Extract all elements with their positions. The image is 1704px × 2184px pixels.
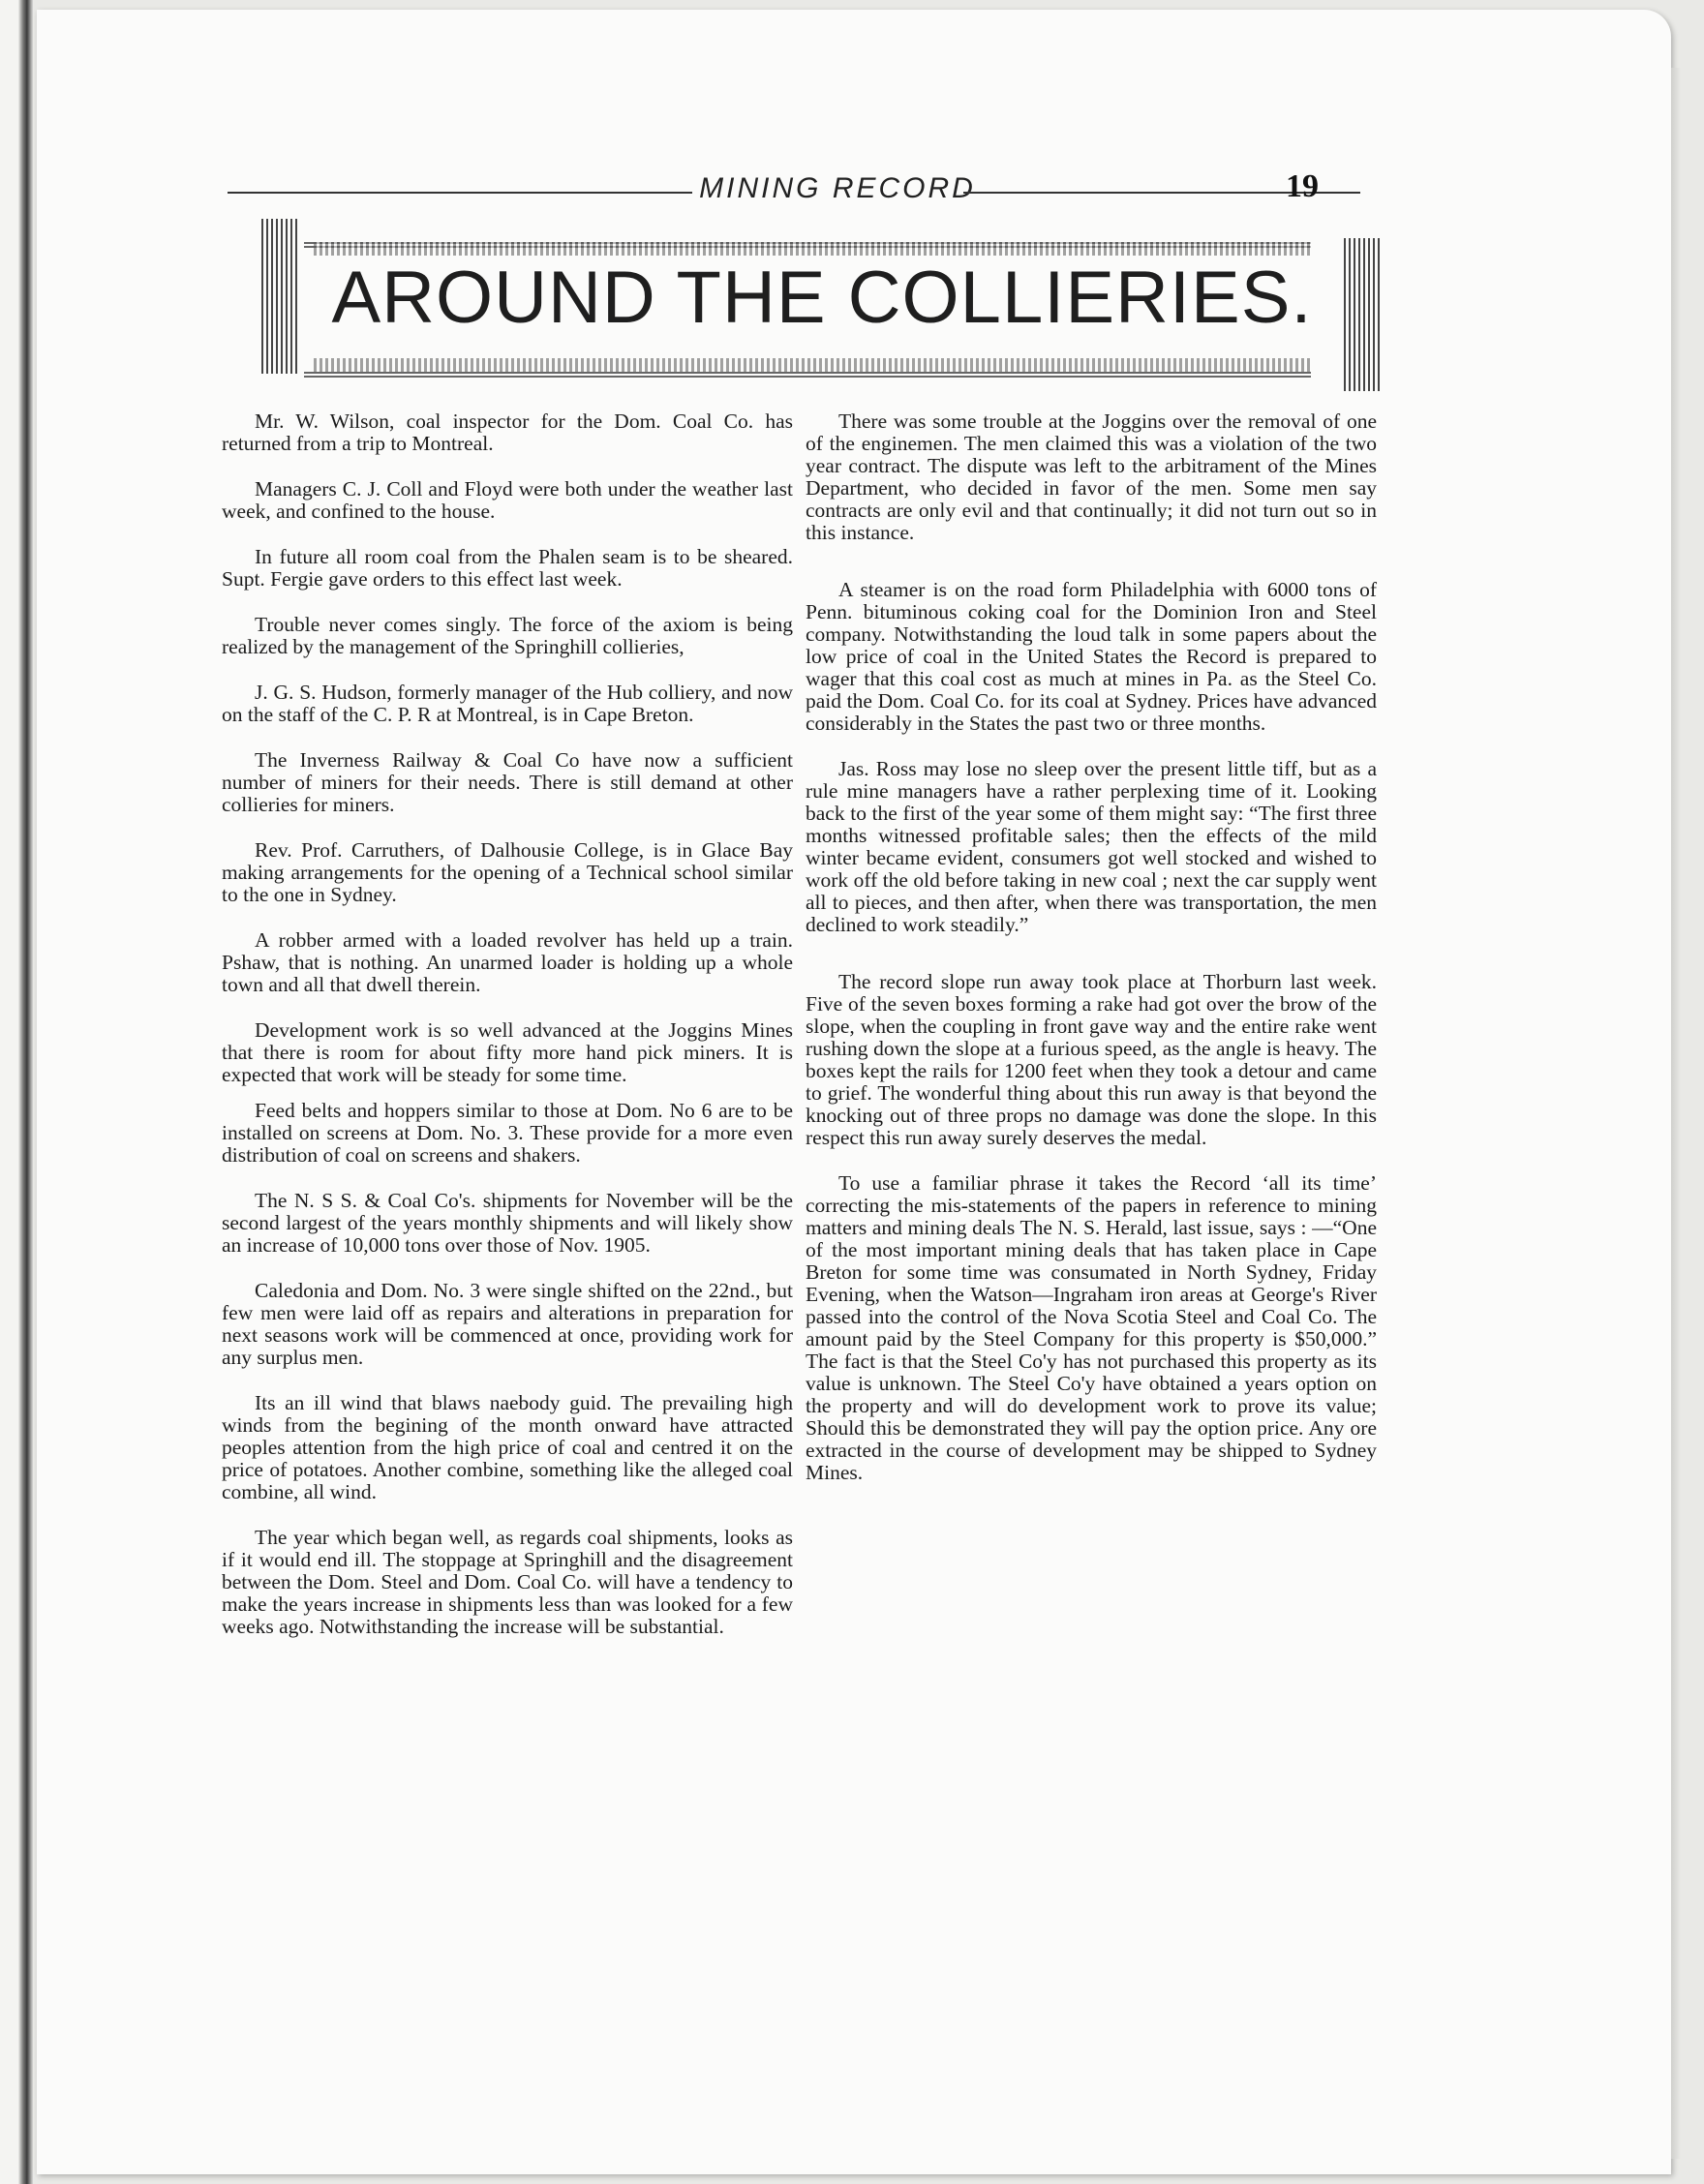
news-item: To use a familiar phrase it takes the Record ‘all its time’ correcting the mis-statements of the papers in reference to mining matters and mining deals The N. S. Herald, last issue, says : —“One of the most important mining deals that has taken place in Cape Breton for some time was consumated in North Sydney, Friday Evening, when the Watson—Ingraham iron areas at George's River passed into the control of the Nova Scotia Steel and Coal Co. The amount paid by the Steel Company for this property is $50,000.” The fact is that the Steel Co'y has not purchased this property as its value is unknown. The Steel Co'y have obtained a years option on the property and will do development work to prove its value; Should this be demonstrated they will pay the option price. Any ore extracted in the course of development may be shipped to Sydney Mines. <box>806 1171 1377 1484</box>
section-title: AROUND THE COLLIERIES. <box>331 257 1313 339</box>
page-number: 19 <box>1286 168 1319 204</box>
news-item: The year which began well, as regards coal shipments, looks as if it would end ill. The stoppage at Springhill and the disagreement between the Dom. Steel and Dom. Coal Co. will have a tendency to make the years increase in shipments less than was looked for a few weeks ago. Notwithstanding the increase will be substantial. <box>222 1526 793 1638</box>
magazine-title: MINING RECORD <box>699 172 976 204</box>
news-item: In future all room coal from the Phalen seam is to be sheared. Supt. Fergie gave orders to this effect last week. <box>222 545 793 591</box>
right-column <box>806 410 1377 1507</box>
news-item: Managers C. J. Coll and Floyd were both under the weather last week, and confined to the house. <box>222 477 793 523</box>
section-banner <box>256 219 1388 391</box>
banner-ornament-top <box>314 242 1311 256</box>
news-item: A robber armed with a loaded revolver has held up a train. Pshaw, that is nothing. An unarmed loader is holding up a whole town and all that dwell therein. <box>222 928 793 996</box>
news-item: The N. S S. & Coal Co's. shipments for November will be the second largest of the years monthly shipments and will likely show an increase of 10,000 tons over those of Nov. 1905. <box>222 1189 793 1257</box>
left-column <box>222 410 793 1661</box>
news-item: Caledonia and Dom. No. 3 were single shifted on the 22nd., but few men were laid off as repairs and alterations in preparation for next seasons work will be commenced at once, providing work for any surplus men. <box>222 1279 793 1369</box>
running-head <box>189 168 1399 211</box>
news-item: J. G. S. Hudson, formerly manager of the Hub colliery, and now on the staff of the C. P. R at Montreal, is in Cape Breton. <box>222 681 793 726</box>
book-gutter <box>0 0 33 2184</box>
news-item: Trouble never comes singly. The force of the axiom is being realized by the management of the Springhill collieries, <box>222 613 793 658</box>
news-item: There was some trouble at the Joggins over the removal of one of the enginemen. The men claimed this was a violation of the two year contract. The dispute was left to the arbitrament of the Mines Department, who decided in favor of the men. Some men say contracts are only evil and that continually; it did not turn out so in this instance. <box>806 410 1377 544</box>
news-item: Feed belts and hoppers similar to those at Dom. No 6 are to be installed on screens at Dom. No. 3. These provide for a more even distribution of coal on screens and shakers. <box>222 1099 793 1167</box>
news-item: Mr. W. Wilson, coal inspector for the Dom. Coal Co. has returned from a trip to Montreal. <box>222 410 793 455</box>
news-item: The record slope run away took place at Thorburn last week. Five of the seven boxes forming a rake had got over the brow of the slope, when the coupling in front gave way and the entire rake went rushing down the slope at a furious speed, as the angle is heavy. The boxes kept the rails for 1200 feet when they took a detour and came to grief. The wonderful thing about this run away is that beyond the knocking out of three props no damage was done the slope. In this respect this run away surely deserves the medal. <box>806 970 1377 1149</box>
news-item: Jas. Ross may lose no sleep over the present little tiff, but as a rule mine managers have a rather perplexing time of it. Looking back to the first of the year some of them might say: “The first three months witnessed profitable sales; then the effects of the mild winter became evident, consumers got well stocked and wished to work off the old before taking in new coal ; next the car supply went all to pieces, and then after, when there was transportation, the men declined to work steadily.” <box>806 757 1377 936</box>
banner-ornament-bottom <box>314 358 1311 372</box>
header-rule-left <box>228 192 692 194</box>
news-item: The Inverness Railway & Coal Co have now a sufficient number of miners for their needs. There is still demand at other collieries for miners. <box>222 748 793 816</box>
news-item: Its an ill wind that blaws naebody guid. The prevailing high winds from the begining of the month onward have attracted peoples attention from the high price of coal and centred it on the price of potatoes. Another combine, something like the alleged coal combine, all wind. <box>222 1391 793 1503</box>
news-item: A steamer is on the road form Philadelphia with 6000 tons of Penn. bituminous coking coal for the Dominion Iron and Steel company. Notwithstanding the loud talk in some papers about the low price of coal in the United States the Record is prepared to wager that this coal cost as much at mines in Pa. as the Steel Co. paid the Dom. Coal Co. for its coal at Sydney. Prices have advanced considerably in the States the past two or three months. <box>806 578 1377 735</box>
news-item: Rev. Prof. Carruthers, of Dalhousie College, is in Glace Bay making arrangements for the opening of a Technical school similar to the one in Sydney. <box>222 838 793 906</box>
news-item: Development work is so well advanced at the Joggins Mines that there is room for about fifty more hand pick miners. It is expected that work will be steady for some time. <box>222 1018 793 1086</box>
